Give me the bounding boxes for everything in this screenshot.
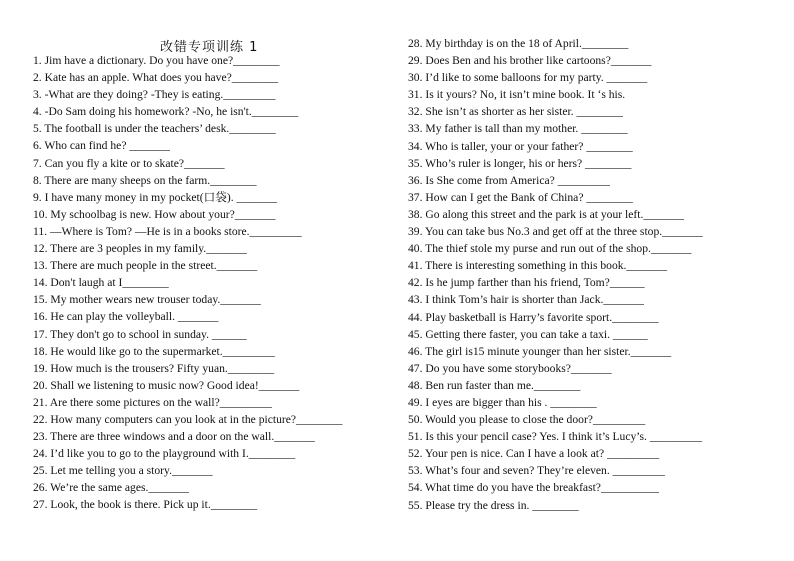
question-item: 28. My birthday is on the 18 of April.________ — [408, 37, 629, 50]
left-question-column — [33, 52, 393, 514]
question-item: 54. What time do you have the breakfast?__________ — [408, 481, 659, 495]
question-item: 16. He can play the volleyball. _______ — [33, 310, 219, 324]
question-item: 51. Is this your pencil case? Yes. I think it’s Lucy’s. _________ — [408, 430, 703, 444]
question-item: 41. There is interesting something in this book._______ — [408, 259, 668, 273]
question-item: 8. There are many sheeps on the farm.________ — [33, 173, 257, 187]
question-item: 5. The football is under the teachers’ desk.________ — [33, 122, 276, 136]
question-item: 29. Does Ben and his brother like cartoons?_______ — [408, 54, 652, 68]
question-item: 9. I have many money in my pocket(口袋). _______ — [33, 190, 278, 204]
question-item: 22. How many computers can you look at in the picture?________ — [33, 412, 343, 426]
question-item: 30. I’d like to some balloons for my party. _______ — [408, 71, 648, 85]
question-item: 4. -Do Sam doing his homework? -No, he isn't.________ — [33, 105, 299, 119]
right-question-column — [408, 35, 788, 514]
question-item: 32. She isn’t as shorter as her sister. ________ — [408, 105, 623, 119]
question-item: 43. I think Tom’s hair is shorter than Jack._______ — [408, 293, 644, 307]
question-item: 46. The girl is15 minute younger than her sister._______ — [408, 344, 672, 358]
question-item: 24. I’d like you to go to the playground with I.________ — [33, 447, 296, 461]
question-item: 45. Getting there faster, you can take a taxi. ______ — [408, 327, 648, 341]
question-item: 34. Who is taller, your or your father? ________ — [408, 139, 633, 153]
question-item: 36. Is She come from America? _________ — [408, 173, 610, 187]
question-item: 52. Your pen is nice. Can I have a look at? _________ — [408, 447, 660, 461]
question-item: 31. Is it yours? No, it isn’t mine book. It ‘s his. — [408, 88, 626, 102]
question-item: 44. Play basketball is Harry’s favorite sport.________ — [408, 310, 659, 324]
question-item: 42. Is he jump farther than his friend, Tom?______ — [408, 276, 645, 290]
question-item: 53. What’s four and seven? They’re eleven. _________ — [408, 464, 665, 478]
question-item: 1. Jim have a dictionary. Do you have one?________ — [33, 54, 280, 67]
question-item: 40. The thief stole my purse and run out of the shop._______ — [408, 242, 692, 256]
question-item: 15. My mother wears new trouser today._______ — [33, 293, 261, 307]
question-item: 18. He would like go to the supermarket._________ — [33, 344, 275, 358]
question-item: 50. Would you please to close the door?_________ — [408, 413, 646, 427]
question-item: 49. I eyes are bigger than his . ________ — [408, 395, 597, 409]
question-item: 26. We’re the same ages._______ — [33, 481, 189, 495]
question-item: 11. —Where is Tom? —He is in a books store._________ — [33, 224, 302, 238]
question-item: 7. Can you fly a kite or to skate?_______ — [33, 156, 225, 170]
question-item: 20. Shall we listening to music now? Good idea!_______ — [33, 378, 300, 392]
question-item: 6. Who can find he? _______ — [33, 139, 170, 153]
question-item: 12. There are 3 peoples in my family._______ — [33, 242, 247, 256]
question-item: 47. Do you have some storybooks?_______ — [408, 361, 612, 375]
question-item: 2. Kate has an apple. What does you have?________ — [33, 71, 279, 85]
question-item: 25. Let me telling you a story._______ — [33, 464, 213, 478]
question-item: 14. Don't laugh at I________ — [33, 276, 169, 290]
question-item: 48. Ben run faster than me.________ — [408, 378, 581, 392]
question-item: 23. There are three windows and a door on the wall._______ — [33, 430, 315, 444]
question-item: 39. You can take bus No.3 and get off at the three stop._______ — [408, 225, 703, 239]
question-item: 3. -What are they doing? -They is eating._________ — [33, 88, 276, 102]
question-item: 13. There are much people in the street._______ — [33, 259, 258, 273]
question-item: 33. My father is tall than my mother. ________ — [408, 122, 628, 136]
question-item: 17. They don't go to school in sunday. ______ — [33, 327, 247, 341]
worksheet-title: 改错专项训练 1 — [160, 40, 259, 55]
question-item: 38. Go along this street and the park is at your left._______ — [408, 207, 684, 221]
question-item: 55. Please try the dress in. ________ — [408, 498, 579, 512]
question-item: 21. Are there some pictures on the wall?_________ — [33, 395, 272, 409]
question-item: 19. How much is the trousers? Fifty yuan.________ — [33, 361, 275, 375]
question-item: 37. How can I get the Bank of China? ________ — [408, 190, 633, 204]
question-item: 27. Look, the book is there. Pick up it.________ — [33, 498, 258, 512]
question-item: 35. Who’s ruler is longer, his or hers? ________ — [408, 156, 632, 170]
question-item: 10. My schoolbag is new. How about your?_______ — [33, 207, 276, 221]
